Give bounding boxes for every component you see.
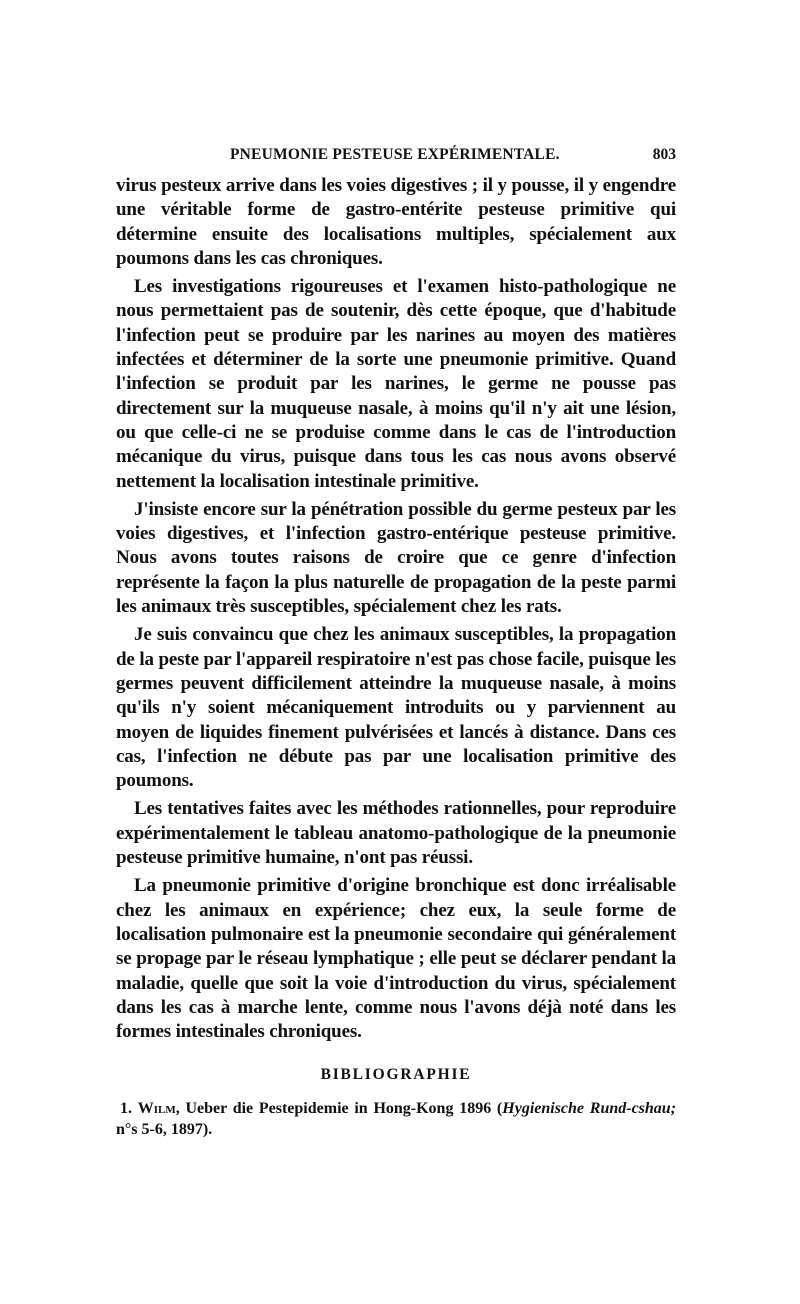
bibliography-heading: BIBLIOGRAPHIE bbox=[320, 1066, 472, 1083]
paragraph-1: virus pesteux arrive dans les voies digestives ; il y pousse, il y engendre une véritable forme de gastro-entérite pesteuse primitive qui détermine ensuite des localisations multiples, spécialement aux poumons dans les cas chroniques. bbox=[116, 175, 676, 269]
entry-number: 1. bbox=[120, 1100, 132, 1117]
paragraph-2: Les investigations rigoureuses et l'examen histo-pathologique ne nous permettaient pas de soutenir, dès cette époque, que d'habitude l'infection peut se produire par les narines au moyen des matières infectées et déterminer de la sorte une pneumonie primitive. Quand l'infection se produit par les narines, le germe ne pousse pas directement sur la muqueuse nasale, à moins qu'il n'y ait une lésion, ou que celle-ci ne se produise comme dans le cas de l'introduction mécanique du virus, puisque dans tous les cas nous avons observé nettement la localisation intestinale primitive. bbox=[116, 276, 676, 492]
paragraph-3: J'insiste encore sur la pénétration possible du germe pesteux par les voies digestives, et l'infection gastro-entérique pesteuse primitive. Nous avons toutes raisons de croire que ce genre d'infection représente la façon la plus naturelle de propagation de la peste parmi les animaux très susceptibles, spécialement chez les rats. bbox=[116, 498, 676, 618]
entry-text: Ueber die Pestepidemie in Hong-Kong 1896 ( bbox=[179, 1100, 503, 1117]
paragraph-4: Je suis convaincu que chez les animaux susceptibles, la propagation de la peste par l'appareil respiratoire n'est pas chose facile, puisque les germes peuvent difficilement atteindre la muqueuse nasale, à moins qu'ils n'y soient mécaniquement introduits ou y parviennent au moyen de liquides finement pulvérisées et lancés à distance. Dans ces cas, l'infection ne débute pas par une localisation primitive des poumons. bbox=[116, 624, 676, 792]
entry-journal: Hygienische Rund-cshau; bbox=[502, 1100, 677, 1117]
page-header bbox=[116, 146, 676, 170]
page-number: 803 bbox=[652, 146, 676, 163]
running-title: PNEUMONIE PESTEUSE EXPÉRIMENTALE. bbox=[230, 146, 560, 163]
paragraph-6: La pneumonie primitive d'origine bronchique est donc irréalisable chez les animaux en expérience; chez eux, la seule forme de localisation pulmonaire est la pneumonie secondaire qui généralement se propage par le réseau lymphatique ; elle peut se déclarer pendant la maladie, quelle que soit la voie d'introduction du virus, spécialement dans les cas à marche lente, comme nous l'avons déjà noté dans les formes intestinales chroniques. bbox=[116, 875, 676, 1043]
entry-author: Wilm, bbox=[137, 1100, 180, 1117]
bibliography-entry bbox=[116, 1098, 676, 1140]
body-text bbox=[116, 174, 676, 1048]
entry-rest: n°s 5-6, 1897). bbox=[116, 1121, 213, 1138]
paragraph-5: Les tentatives faites avec les méthodes rationnelles, pour reproduire expérimentalement le tableau anatomo-pathologique de la pneumonie pesteuse primitive humaine, n'ont pas réussi. bbox=[116, 798, 676, 869]
